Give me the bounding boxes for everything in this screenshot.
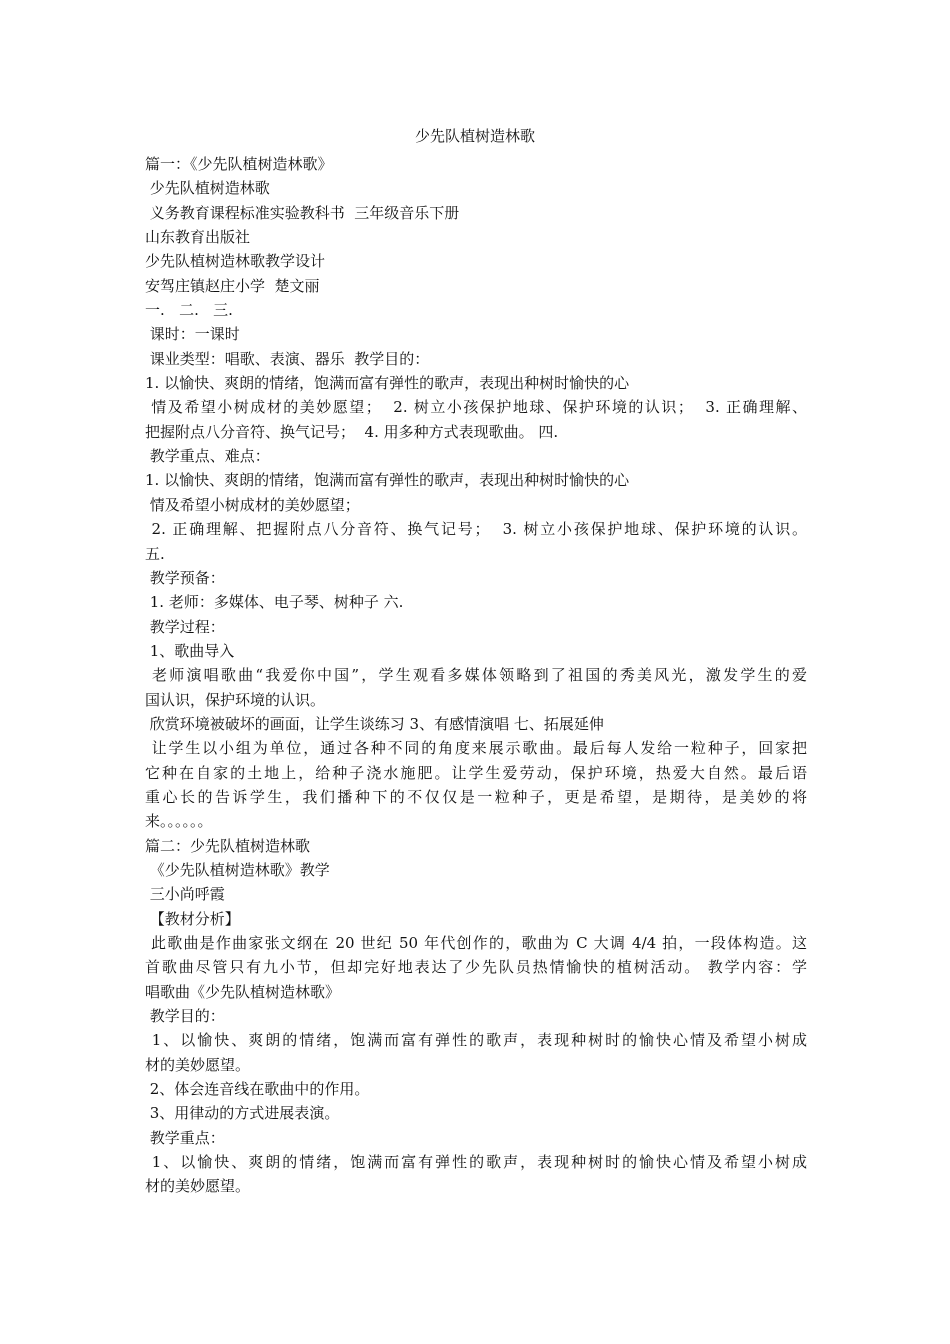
text-line: 教学重点：: [145, 1128, 225, 1147]
text-line: 篇二：少先队植树造林歌: [145, 836, 311, 855]
text-line: 《少先队植树造林歌》教学: [145, 860, 330, 879]
text-line: 五.: [145, 544, 165, 563]
text-line: 它种在自家的土地上，给种子浇水施肥。让学生爱劳动，保护环境，热爱大自然。最后语: [145, 763, 807, 782]
document-title: 少先队植树造林歌: [414, 127, 535, 145]
text-line: 把握附点八分音符、换气记号； 4. 用多种方式表现歌曲。 四.: [145, 422, 559, 441]
text-line: 山东教育出版社: [145, 228, 251, 247]
text-line: 1. 以愉快、爽朗的情绪，饱满而富有弹性的歌声，表现出种树时愉快的心: [145, 374, 630, 393]
text-line: 少先队植树造林歌教学设计: [145, 252, 326, 271]
text-line: 篇一：《少先队植树造林歌》: [145, 155, 333, 173]
document-body: [145, 152, 807, 1199]
text-line: 教学预备：: [145, 568, 225, 587]
text-line: 材的美妙愿望。: [145, 1055, 251, 1074]
text-line: 三小尚呼霞: [145, 885, 225, 904]
text-line: 国认识，保护环境的认识。: [145, 690, 326, 709]
text-line: 教学目的：: [145, 1007, 225, 1026]
text-line: 欣赏环境被破坏的画面，让学生谈练习 3、有感情演唱 七、拓展延伸: [145, 714, 604, 733]
text-line: 重心长的告诉学生，我们播种下的不仅仅是一粒种子，更是希望，是期待，是美妙的将: [145, 787, 807, 806]
text-line: 情及希望小树成材的美妙愿望； 2. 树立小孩保护地球、保护环境的认识； 3. 正确理解、: [145, 398, 807, 417]
text-line: 让学生以小组为单位，通过各种不同的角度来展示歌曲。最后每人发给一粒种子，回家把: [145, 739, 807, 758]
text-line: 1、以愉快、爽朗的情绪，饱满而富有弹性的歌声，表现种树时的愉快心情及希望小树成: [145, 1031, 807, 1050]
text-line: 课业类型：唱歌、表演、器乐 教学目的：: [145, 349, 430, 368]
text-line: 老师演唱歌曲“我爱你中国”，学生观看多媒体领略到了祖国的秀美风光，激发学生的爱: [145, 666, 807, 685]
text-line: 课时：一课时: [145, 325, 240, 344]
text-line: 安驾庄镇赵庄小学 楚文丽: [145, 276, 320, 295]
text-line: 1. 以愉快、爽朗的情绪，饱满而富有弹性的歌声，表现出种树时愉快的心: [145, 471, 630, 490]
text-line: 首歌曲尽管只有九小节，但却完好地表达了少先队员热情愉快的植树活动。 教学内容：学: [145, 958, 807, 977]
text-line: 唱歌曲《少先队植树造林歌》: [145, 982, 341, 1001]
text-line: 少先队植树造林歌: [145, 179, 270, 198]
text-line: 材的美妙愿望。: [145, 1177, 251, 1196]
text-line: 1、歌曲导入: [145, 641, 235, 660]
text-line: 2、体会连音线在歌曲中的作用。: [145, 1080, 370, 1099]
text-line: 3、用律动的方式进展表演。: [145, 1104, 340, 1123]
text-line: 情及希望小树成材的美妙愿望；: [145, 495, 360, 514]
text-line: 教学过程：: [145, 617, 225, 636]
text-line: 义务教育课程标准实验教科书 三年级音乐下册: [145, 203, 460, 222]
text-line: 教学重点、难点：: [145, 447, 270, 466]
text-line: 一. 二. 三.: [145, 301, 233, 320]
text-line: 来。。。。。。: [145, 812, 213, 831]
text-line: 2. 正确理解、把握附点八分音符、换气记号； 3. 树立小孩保护地球、保护环境的认识。: [145, 520, 807, 539]
text-line: 【教材分析】: [145, 909, 240, 928]
text-line: 1、以愉快、爽朗的情绪，饱满而富有弹性的歌声，表现种树时的愉快心情及希望小树成: [145, 1153, 807, 1172]
text-line: 1. 老师：多媒体、电子琴、树种子 六.: [145, 593, 404, 612]
text-line: 此歌曲是作曲家张文纲在 20 世纪 50 年代创作的，歌曲为 C 大调 4/4 拍，一段体构造。这: [145, 934, 807, 952]
